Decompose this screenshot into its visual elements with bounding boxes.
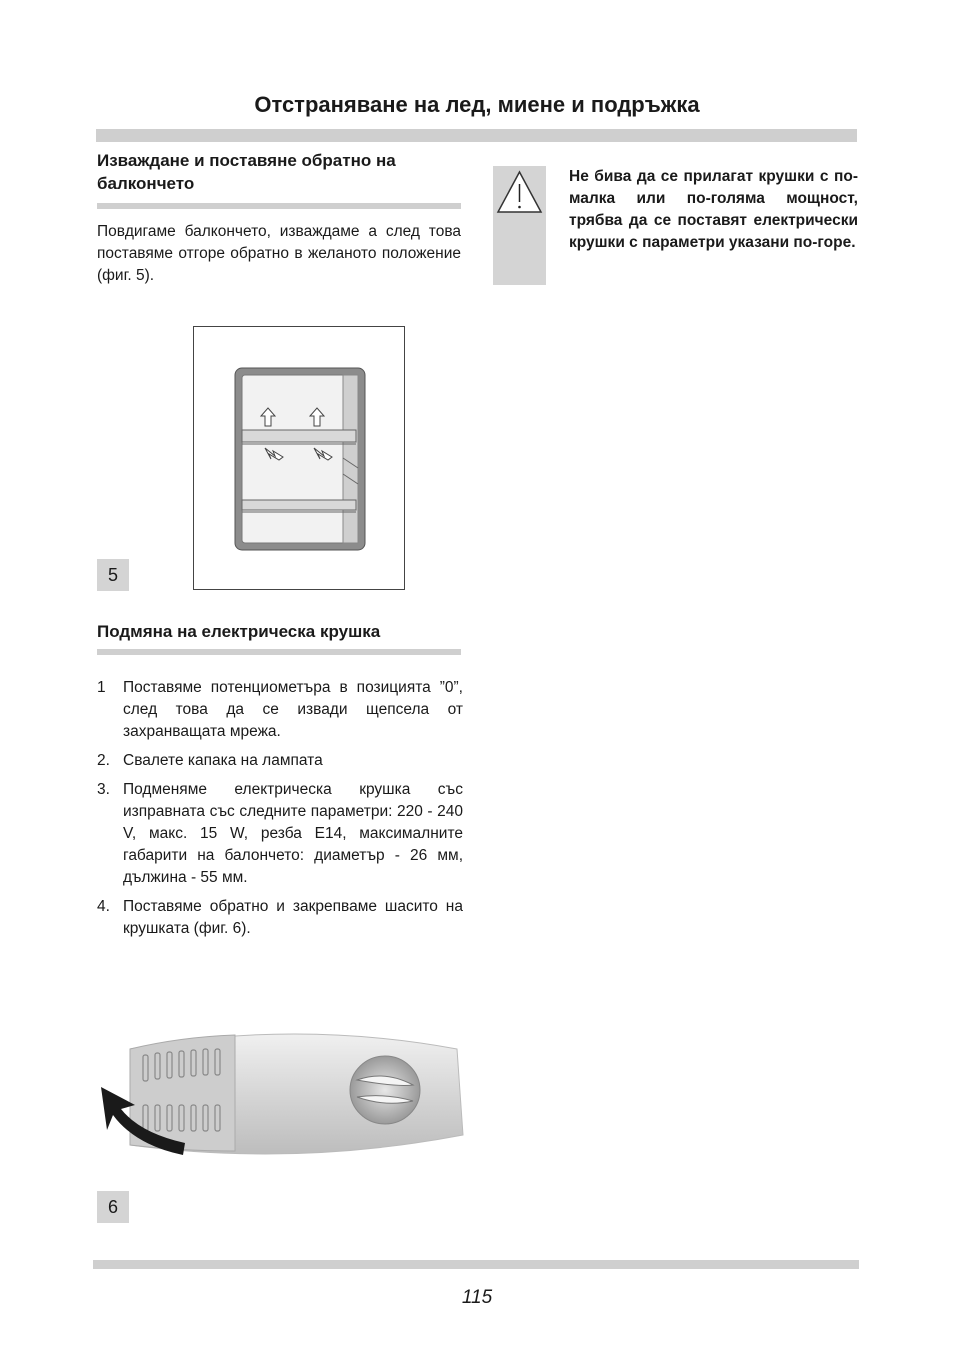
footer-rule: [93, 1260, 859, 1269]
section-body-shelf: Повдигаме балкончето, изваждаме а след това поставяме отгоре обратно в желаното положение (фиг. 5).: [97, 223, 461, 284]
page-title: Отстраняване на лед, миене и подръжка: [254, 92, 700, 117]
section-heading-shelf: Изваждане и поставяне обратно на балкончето: [97, 151, 396, 193]
warning-text: Не бива да се прилагат крушки с по-малка или по-голяма мощност, трябва да се поставят електрически крушки с параметри указани по-горе.: [569, 168, 858, 251]
title-rule: [96, 129, 857, 142]
warning-box: [493, 166, 546, 285]
list-item: [97, 779, 463, 889]
step-number: 3.: [97, 781, 110, 798]
page-number: 115: [461, 1287, 493, 1308]
list-item: [97, 750, 463, 772]
section-rule: [97, 649, 461, 655]
figure-5: [193, 326, 405, 590]
fridge-door-shelf-illustration: [193, 326, 405, 590]
figure-label-5: 5: [97, 559, 129, 591]
figure-6: [95, 1025, 465, 1161]
lamp-cover-illustration: [95, 1025, 465, 1161]
bulb-steps-list: [97, 677, 463, 940]
section-rule: [97, 203, 461, 209]
list-item: [97, 896, 463, 940]
step-number: 1: [97, 679, 106, 696]
step-text: Свалете капака на лампата: [123, 752, 323, 769]
step-text: Поставяме потенциометъра в позицията ”0”, след това да се извади щепсела от захранващата мрежа.: [123, 679, 463, 740]
warning-triangle-icon: [493, 166, 546, 226]
step-number: 4.: [97, 898, 110, 915]
figure-label-6: 6: [97, 1191, 129, 1223]
section-heading-bulb: Подмяна на електрическа крушка: [97, 622, 381, 641]
step-number: 2.: [97, 752, 110, 769]
step-text: Поставяме обратно и закрепваме шасито на крушката (фиг. 6).: [123, 898, 463, 937]
list-item: [97, 677, 463, 743]
step-text: Подменяме електрическа крушка със изправната със следните параметри: 220 - 240 V, макс. 15 W, резба E14, максималните габарити на балончето: диаметър - 26 мм, дължина - 55 мм.: [123, 781, 463, 886]
